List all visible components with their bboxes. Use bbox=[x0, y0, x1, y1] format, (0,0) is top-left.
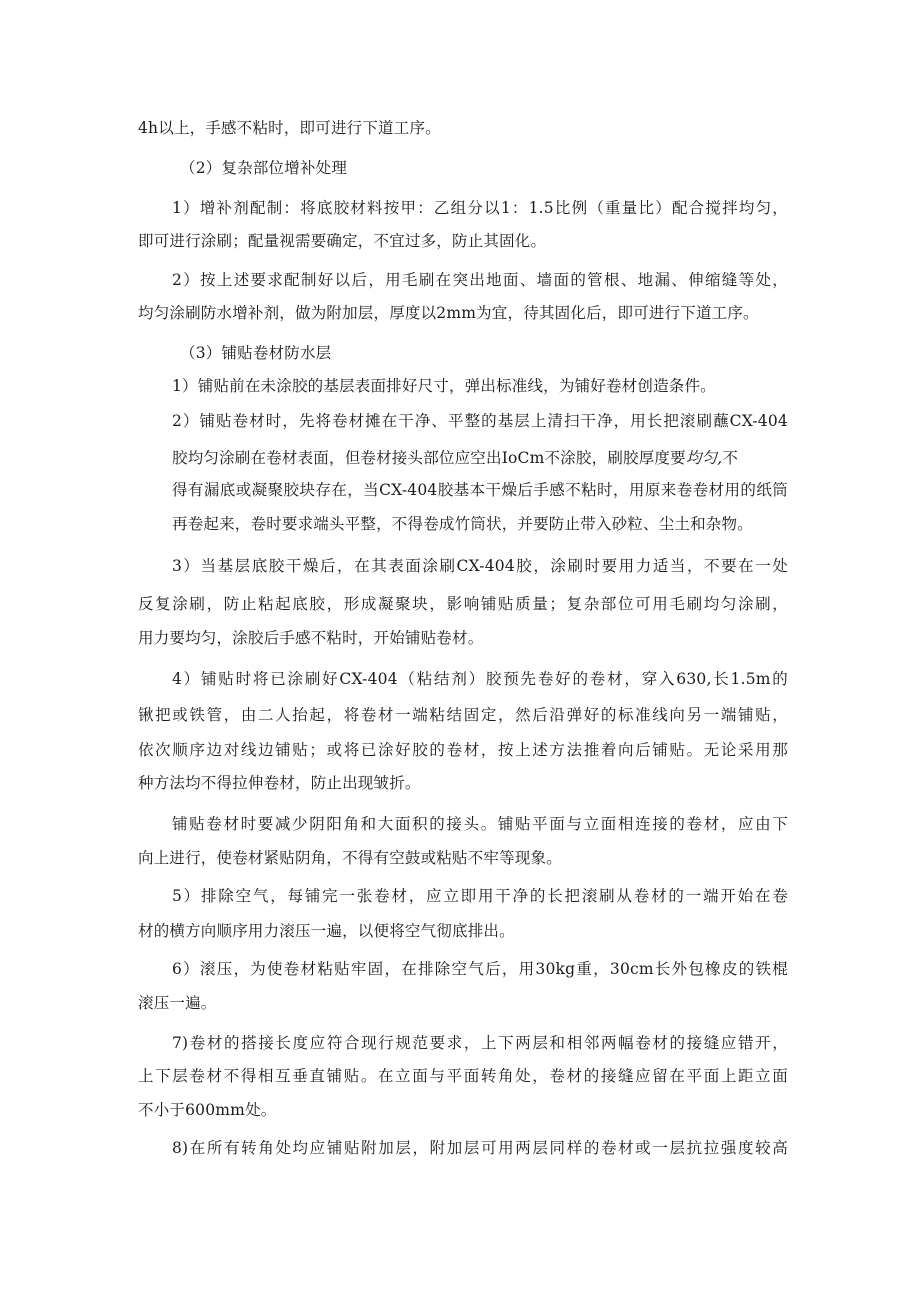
text-run: 不 bbox=[722, 449, 739, 467]
paragraph-line: 种方法均不得拉伸卷材，防止出现皱折。 bbox=[138, 774, 421, 792]
paragraph-line: 再卷起来，卷时要求端头平整，不得卷成竹筒状，并要防止带入砂粒、尘土和杂物。 bbox=[172, 515, 753, 533]
paragraph-line: 4h以上，手感不粘时，即可进行下道工序。 bbox=[138, 119, 441, 137]
paragraph-line: 反复涂刷，防止粘起底胶，形成凝聚块，影响铺贴质量；复杂部位可用毛刷均匀涂刷， bbox=[138, 595, 788, 613]
paragraph-line: 锹把或铁管，由二人抬起，将卷材一端粘结固定，然后沿弹好的标准线向另一端铺贴， bbox=[138, 706, 788, 724]
paragraph-line: 4）铺贴时将已涂刷好CX-404（粘结剂）胶预先卷好的卷材，穿入630,长1.5m的 bbox=[172, 670, 788, 688]
paragraph-line: 不小于600mm处。 bbox=[138, 1101, 277, 1119]
paragraph-line: 8)在所有转角处均应铺贴附加层，附加层可用两层同样的卷材或一层抗拉强度较高 bbox=[172, 1139, 788, 1157]
paragraph-line: 2）按上述要求配制好以后，用毛刷在突出地面、墙面的管根、地漏、伸缩缝等处， bbox=[172, 271, 788, 289]
paragraph-line: 2）铺贴卷材时，先将卷材摊在干净、平整的基层上清扫干净，用长把滚刷蘸CX-404 bbox=[172, 412, 788, 430]
section-heading: （2）复杂部位增补处理 bbox=[180, 159, 348, 177]
paragraph-line: 得有漏底或凝聚胶块存在，当CX-404胶基本干燥后手感不粘时，用原来卷卷材用的纸筒 bbox=[172, 481, 788, 499]
section-heading: （3）铺贴卷材防水层 bbox=[180, 344, 332, 362]
paragraph-line: 1）铺贴前在未涂胶的基层表面排好尺寸，弹出标准线，为铺好卷材创造条件。 bbox=[172, 377, 716, 395]
paragraph-line: 即可进行涂刷；配量视需要确定，不宜过多，防止其固化。 bbox=[138, 232, 547, 250]
paragraph-line: 均匀涂刷防水增补剂，做为附加层，厚度以2mm为宜，待其固化后，即可进行下道工序。 bbox=[138, 304, 759, 322]
paragraph-line bbox=[172, 446, 788, 470]
text-run-italic: 均匀, bbox=[685, 449, 723, 467]
paragraph-line: 滚压一遍。 bbox=[138, 994, 217, 1012]
paragraph-line: 3）当基层底胶干燥后，在其表面涂刷CX-404胶，涂刷时要用力适当，不要在一处 bbox=[172, 557, 788, 575]
paragraph-line: 铺贴卷材时要减少阴阳角和大面积的接头。铺贴平面与立面相连接的卷材，应由下 bbox=[172, 815, 788, 833]
text-run: 胶均匀涂刷在卷材表面，但卷材接头部位应空出IoCm不涂胶，刷胶厚度要 bbox=[172, 449, 686, 467]
paragraph-line: 1）增补剂配制：将底胶材料按甲：乙组分以1：1.5比例（重量比）配合搅拌均匀， bbox=[172, 199, 788, 217]
paragraph-line: 材的横方向顺序用力滚压一遍，以便将空气彻底排出。 bbox=[138, 922, 515, 940]
paragraph-line: 上下层卷材不得相互垂直铺贴。在立面与平面转角处，卷材的接缝应留在平面上距立面 bbox=[138, 1067, 788, 1085]
paragraph-line: 依次顺序边对线边铺贴；或将已涂好胶的卷材，按上述方法推着向后铺贴。无论采用那 bbox=[138, 741, 788, 759]
paragraph-line: 用力要均匀，涂胶后手感不粘时，开始铺贴卷材。 bbox=[138, 629, 484, 647]
paragraph-line: 6）滚压，为使卷材粘贴牢固，在排除空气后，用30kg重，30cm长外包橡皮的铁棍 bbox=[172, 960, 788, 978]
paragraph-line: 7)卷材的搭接长度应符合现行规范要求，上下两层和相邻两幅卷材的接缝应错开， bbox=[172, 1034, 788, 1052]
paragraph-line: 5）排除空气，每铺完一张卷材，应立即用干净的长把滚刷从卷材的一端开始在卷 bbox=[172, 887, 788, 905]
paragraph-line: 向上进行，使卷材紧贴阴角，不得有空鼓或粘贴不牢等现象。 bbox=[138, 849, 562, 867]
